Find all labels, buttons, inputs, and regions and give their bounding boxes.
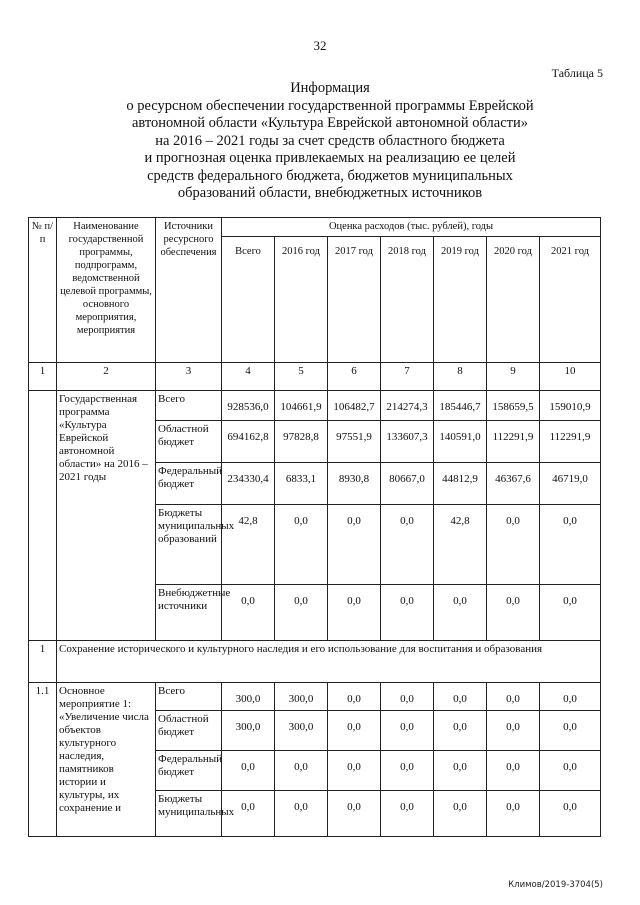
title-line: средств федерального бюджета, бюджетов муниципальных [147, 167, 513, 184]
column-number: 7 [381, 363, 434, 391]
program-name: Государственная программа «Культура Еврейской автономной области» на 2016 – 2021 годы [57, 391, 156, 641]
column-number: 4 [222, 363, 275, 391]
source-label: Всего [156, 683, 222, 711]
value-cell: 0,0 [275, 585, 328, 641]
value-cell: 300,0 [222, 711, 275, 751]
table-row [29, 391, 601, 421]
value-cell: 0,0 [381, 585, 434, 641]
activity-name: Основное мероприятие 1: «Увеличение числа объектов культурного наследия, памятников истории и культуры, их сохранение и [57, 683, 156, 837]
value-cell: 0,0 [381, 505, 434, 585]
value-cell: 158659,5 [487, 391, 540, 421]
document-code: Климов/2019-3704(5) [508, 880, 603, 890]
value-cell: 8930,8 [328, 463, 381, 505]
section-row [29, 641, 601, 683]
value-cell: 0,0 [434, 751, 487, 791]
value-cell: 234330,4 [222, 463, 275, 505]
value-cell: 0,0 [434, 791, 487, 837]
header-estimate: Оценка расходов (тыс. рублей), годы [222, 218, 601, 237]
value-cell: 0,0 [381, 791, 434, 837]
value-cell: 0,0 [328, 585, 381, 641]
table-label: Таблица 5 [551, 66, 603, 80]
header-name: Наименование государственной программы, подпрограмм, ведомственной целевой программы, основного мероприятия, мероприятия [57, 218, 156, 363]
header-year: 2017 год [328, 237, 381, 363]
value-cell: 159010,9 [540, 391, 601, 421]
value-cell: 0,0 [222, 751, 275, 791]
value-cell: 0,0 [328, 505, 381, 585]
value-cell: 0,0 [540, 505, 601, 585]
header-total: Всего [222, 237, 275, 363]
header-row [29, 218, 601, 237]
header-year: 2016 год [275, 237, 328, 363]
value-cell: 185446,7 [434, 391, 487, 421]
value-cell: 0,0 [540, 585, 601, 641]
value-cell: 46719,0 [540, 463, 601, 505]
value-cell: 0,0 [540, 791, 601, 837]
value-cell: 46367,6 [487, 463, 540, 505]
source-label: Федеральный бюджет [156, 751, 222, 791]
value-cell: 0,0 [275, 751, 328, 791]
program-no [29, 391, 57, 641]
title-line: и прогнозная оценка привлекаемых на реализацию ее целей [144, 150, 516, 166]
source-label: Бюджеты муниципальных образований [156, 505, 222, 585]
column-number: 9 [487, 363, 540, 391]
value-cell: 0,0 [487, 585, 540, 641]
column-number-row [29, 363, 601, 391]
value-cell: 0,0 [381, 683, 434, 711]
section-title: Сохранение исторического и культурного наследия и его использование для воспитания и образования [57, 641, 601, 683]
activity-no: 1.1 [29, 683, 57, 837]
column-number: 2 [57, 363, 156, 391]
value-cell: 133607,3 [381, 421, 434, 463]
column-number: 8 [434, 363, 487, 391]
value-cell: 0,0 [487, 505, 540, 585]
title-line: автономной области «Культура Еврейской автономной области» [131, 115, 529, 131]
value-cell: 6833,1 [275, 463, 328, 505]
value-cell: 0,0 [381, 751, 434, 791]
header-year: 2018 год [381, 237, 434, 363]
table-row [29, 683, 601, 711]
value-cell: 0,0 [328, 683, 381, 711]
value-cell: 214274,3 [381, 391, 434, 421]
header-no: № п/п [29, 218, 57, 363]
source-label: Внебюджетные источники [156, 585, 222, 641]
resource-table [28, 217, 601, 837]
value-cell: 0,0 [434, 585, 487, 641]
source-label: Областной бюджет [156, 421, 222, 463]
column-number: 3 [156, 363, 222, 391]
value-cell: 112291,9 [487, 421, 540, 463]
value-cell: 97828,8 [275, 421, 328, 463]
source-label: Областной бюджет [156, 711, 222, 751]
source-label: Всего [156, 391, 222, 421]
header-year: 2020 год [487, 237, 540, 363]
value-cell: 0,0 [328, 711, 381, 751]
value-cell: 0,0 [434, 711, 487, 751]
header-year: 2019 год [434, 237, 487, 363]
value-cell: 0,0 [487, 711, 540, 751]
value-cell: 0,0 [328, 791, 381, 837]
column-number: 1 [29, 363, 57, 391]
title-line: о ресурсном обеспечении государственной программы Еврейской [126, 97, 534, 114]
value-cell: 0,0 [275, 791, 328, 837]
value-cell: 80667,0 [381, 463, 434, 505]
document-title [90, 80, 570, 203]
value-cell: 694162,8 [222, 421, 275, 463]
value-cell: 0,0 [222, 585, 275, 641]
value-cell: 0,0 [540, 711, 601, 751]
value-cell: 97551,9 [328, 421, 381, 463]
section-no: 1 [29, 641, 57, 683]
value-cell: 0,0 [540, 683, 601, 711]
source-label: Федеральный бюджет [156, 463, 222, 505]
column-number: 6 [328, 363, 381, 391]
header-sources: Источники ресурсного обеспечения [156, 218, 222, 363]
header-year: 2021 год [540, 237, 601, 363]
title-line: на 2016 – 2021 годы за счет средств областного бюджета [155, 132, 505, 149]
title-line: образований области, внебюджетных источников [177, 185, 483, 201]
value-cell: 0,0 [487, 751, 540, 791]
value-cell: 0,0 [328, 751, 381, 791]
value-cell: 0,0 [487, 683, 540, 711]
value-cell: 44812,9 [434, 463, 487, 505]
source-label: Бюджеты муниципальных [156, 791, 222, 837]
value-cell: 106482,7 [328, 391, 381, 421]
value-cell: 300,0 [275, 711, 328, 751]
page-number: 32 [313, 38, 327, 53]
value-cell: 0,0 [381, 711, 434, 751]
value-cell: 42,8 [222, 505, 275, 585]
value-cell: 0,0 [487, 791, 540, 837]
column-number: 5 [275, 363, 328, 391]
column-number: 10 [540, 363, 601, 391]
value-cell: 42,8 [434, 505, 487, 585]
value-cell: 300,0 [275, 683, 328, 711]
value-cell: 0,0 [222, 791, 275, 837]
value-cell: 140591,0 [434, 421, 487, 463]
title-line: Информация [290, 80, 370, 96]
value-cell: 0,0 [434, 683, 487, 711]
value-cell: 112291,9 [540, 421, 601, 463]
value-cell: 928536,0 [222, 391, 275, 421]
value-cell: 300,0 [222, 683, 275, 711]
value-cell: 0,0 [275, 505, 328, 585]
value-cell: 104661,9 [275, 391, 328, 421]
value-cell: 0,0 [540, 751, 601, 791]
